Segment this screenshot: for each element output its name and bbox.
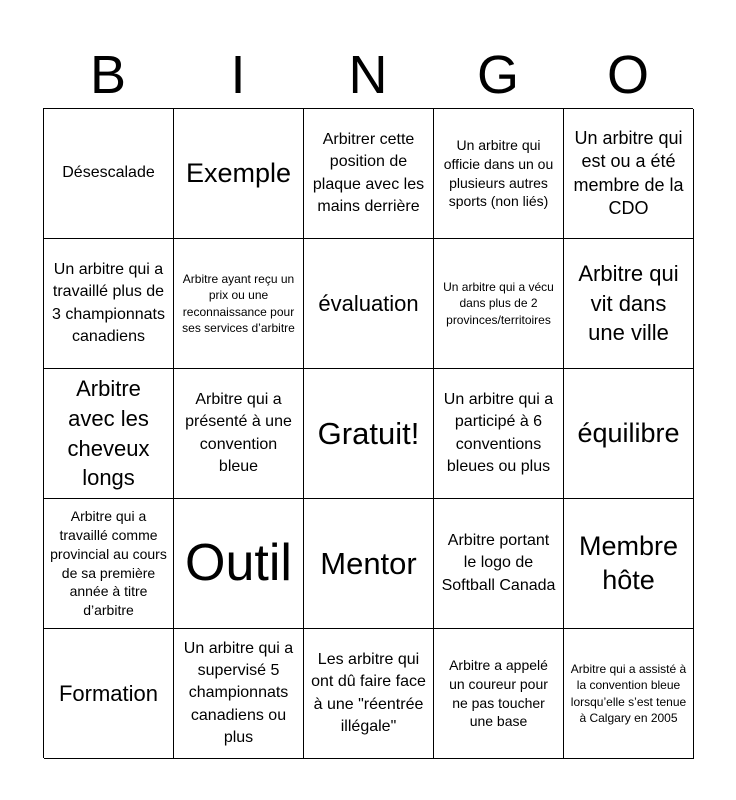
cell-text: Gratuit! [317, 415, 420, 451]
bingo-cell[interactable] [434, 109, 564, 239]
bingo-cell[interactable] [44, 369, 174, 499]
bingo-cell[interactable] [44, 499, 174, 629]
cell-text: Un arbitre qui officie dans un ou plusieurs autres sports (non liés) [443, 136, 554, 210]
bingo-cell[interactable] [304, 109, 434, 239]
cell-text: Un arbitre qui est ou a été membre de la CDO [573, 127, 684, 218]
cell-text: Arbitre ayant reçu un prix ou une reconnaissance pour ses services d’arbitre [182, 272, 295, 335]
bingo-cell[interactable] [434, 369, 564, 499]
cell-text: Arbitre qui a présenté à une convention bleue [185, 390, 292, 475]
cell-text: Arbitre a appelé un coureur pour ne pas toucher une base [449, 656, 548, 730]
cell-text: Formation [58, 680, 159, 706]
bingo-cell[interactable] [434, 499, 564, 629]
cell-text: Outil [185, 533, 292, 592]
bingo-cell[interactable] [304, 629, 434, 759]
cell-text: Arbitre qui a assisté à la convention bleue lorsqu’elle s’est tenue à Calgary en 2005 [570, 662, 687, 725]
bingo-cell[interactable] [44, 629, 174, 759]
bingo-cell[interactable] [44, 109, 174, 239]
cell-text: Arbitre qui a travaillé comme provincial au cours de sa première année à titre d’arbitre [50, 507, 167, 619]
bingo-cell[interactable] [434, 239, 564, 369]
bingo-cell[interactable] [174, 499, 304, 629]
bingo-board [43, 108, 693, 758]
bingo-cell[interactable] [174, 109, 304, 239]
cell-text: Arbitre qui vit dans une ville [578, 260, 679, 346]
cell-text: équilibre [577, 417, 680, 448]
cell-text: Les arbitre qui ont dû faire face à une "réentrée illégale" [311, 650, 426, 735]
bingo-cell[interactable] [564, 629, 694, 759]
header-letter-o: O [606, 45, 649, 105]
bingo-cell[interactable] [174, 629, 304, 759]
cell-text: Arbitre avec les cheveux longs [67, 376, 150, 491]
bingo-cell[interactable] [174, 239, 304, 369]
cell-text: Arbitrer cette position de plaque avec les mains derrière [312, 130, 425, 215]
cell-text: évaluation [318, 290, 419, 316]
free-space-cell[interactable] [304, 369, 434, 499]
header-letter-g: G [476, 45, 519, 105]
bingo-cell[interactable] [304, 239, 434, 369]
bingo-header [43, 42, 693, 108]
bingo-cell[interactable] [564, 239, 694, 369]
bingo-cell[interactable] [44, 239, 174, 369]
cell-text: Arbitre portant le logo de Softball Canada [441, 531, 556, 594]
bingo-cell[interactable] [174, 369, 304, 499]
cell-text: Un arbitre qui a supervisé 5 championnats canadiens ou plus [183, 639, 294, 747]
cell-text: Un arbitre qui a participé à 6 conventions bleues ou plus [443, 390, 554, 475]
bingo-cell[interactable] [304, 499, 434, 629]
cell-text: Exemple [185, 157, 292, 188]
bingo-cell[interactable] [564, 499, 694, 629]
header-letter-n: N [348, 45, 388, 105]
header-letter-i: I [230, 45, 246, 105]
cell-text: Un arbitre qui a vécu dans plus de 2 provinces/territoires [443, 280, 554, 327]
cell-text: Membre hôte [578, 530, 679, 595]
cell-text: Mentor [320, 545, 417, 581]
bingo-cell[interactable] [434, 629, 564, 759]
cell-text: Désescalade [62, 164, 155, 182]
bingo-cell[interactable] [564, 109, 694, 239]
cell-text: Un arbitre qui a travaillé plus de 3 championnats canadiens [52, 260, 165, 345]
header-letter-b: B [89, 45, 127, 105]
bingo-cell[interactable] [564, 369, 694, 499]
